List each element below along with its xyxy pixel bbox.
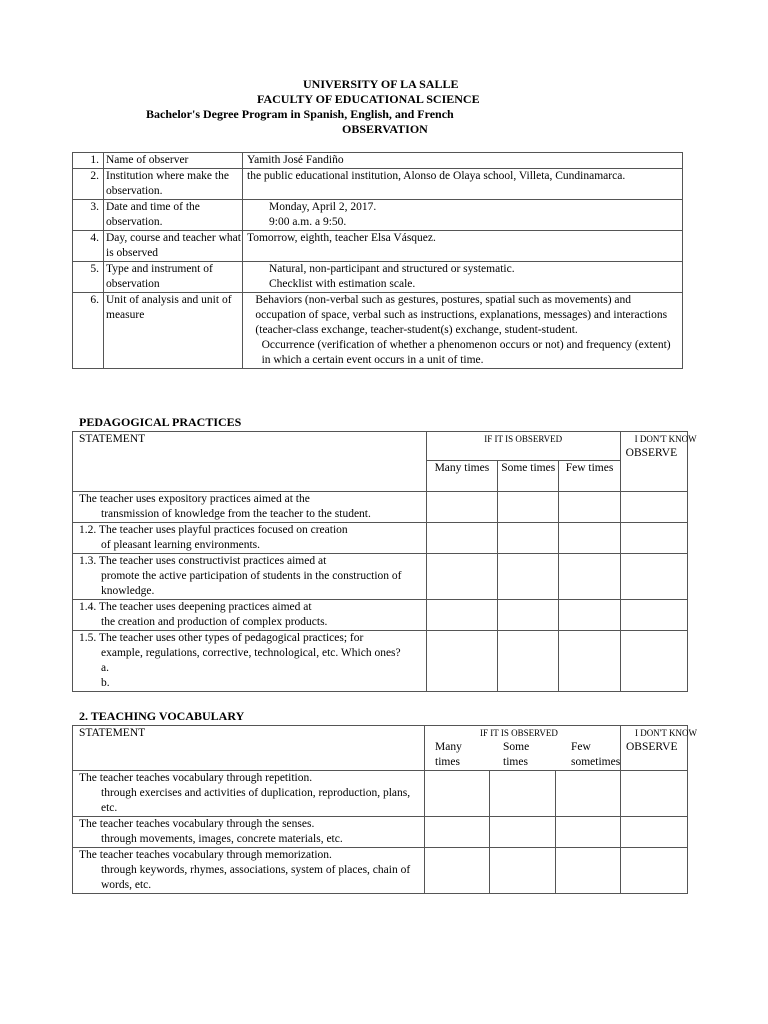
info-value-text: Behaviors (non-verbal such as gestures, postures, spatial such as movements) and occupation of space, verbal such as instructions, explanations, messages) and interactions (teacher-class exchange, teacher-student(s) exchange, student-student.	[255, 294, 668, 336]
rating-cell[interactable]	[559, 523, 620, 554]
info-value-line	[247, 262, 682, 277]
rating-cell[interactable]	[620, 600, 687, 631]
info-value	[243, 169, 683, 200]
pedagogical-practices-table	[72, 431, 697, 692]
info-value-line	[247, 215, 682, 230]
statement-text: 1.2. The teacher uses playful practices focused on creation	[79, 524, 348, 536]
info-label: Name of observer	[104, 153, 243, 169]
statement-row	[73, 492, 688, 523]
info-value	[243, 153, 683, 169]
statement-continuation: transmission of knowledge from the teacher to the student.	[101, 508, 371, 520]
rating-cell[interactable]	[490, 771, 555, 817]
rating-cell[interactable]	[498, 554, 559, 600]
rating-cell[interactable]	[620, 631, 687, 692]
rating-cell[interactable]	[490, 848, 555, 894]
statement-header-2: STATEMENT	[73, 726, 425, 771]
info-value	[243, 262, 683, 293]
col-few-times: Few times	[559, 461, 620, 492]
statement-text: 1.5. The teacher uses other types of pedagogical practices; for	[79, 632, 364, 644]
rating-cell[interactable]	[426, 600, 497, 631]
col-some-times-2: Some times	[503, 741, 530, 768]
info-row	[73, 200, 683, 231]
rating-cell[interactable]	[559, 600, 620, 631]
statement-row	[73, 523, 688, 554]
info-value-text: Monday, April 2, 2017.	[269, 201, 377, 213]
faculty-title: FACULTY OF EDUCATIONAL SCIENCE	[257, 92, 480, 106]
info-row	[73, 293, 683, 369]
university-title: UNIVERSITY OF LA SALLE	[303, 77, 459, 91]
info-label: Day, course and teacher what is observed	[104, 231, 243, 262]
program-title: Bachelor's Degree Program in Spanish, English, and French	[146, 107, 454, 121]
info-value-line	[247, 200, 682, 215]
rating-cell[interactable]	[621, 817, 688, 848]
info-label: Institution where make the observation.	[104, 169, 243, 200]
info-number: 5.	[73, 262, 104, 293]
statement-cell	[73, 771, 425, 817]
info-number: 1.	[73, 153, 104, 169]
info-value-text: Checklist with estimation scale.	[269, 278, 416, 290]
statement-cell	[73, 492, 427, 523]
col-few-times-2: Few sometimes	[571, 741, 621, 768]
rating-cell[interactable]	[621, 848, 688, 894]
col-some-times: Some times	[498, 461, 559, 492]
col-many-times-2: Many times	[435, 741, 462, 768]
dont-know-label: I DON'T KNOW	[634, 434, 697, 444]
statement-row	[73, 631, 688, 692]
info-label: Unit of analysis and unit of measure	[104, 293, 243, 369]
rating-cell[interactable]	[498, 492, 559, 523]
statement-continuation: the creation and production of complex products.	[101, 616, 328, 628]
checkbox-bullet-icon	[247, 293, 255, 338]
rating-cell[interactable]	[498, 523, 559, 554]
statement-text: 1.4. The teacher uses deepening practices aimed at	[79, 601, 312, 613]
statement-header: STATEMENT	[73, 432, 427, 492]
info-row	[73, 153, 683, 169]
info-row	[73, 262, 683, 293]
statement-continuation: promote the active participation of students in the construction of knowledge.	[101, 570, 402, 597]
checkbox-bullet-icon	[247, 338, 262, 368]
observe-label: OBSERVE	[625, 447, 678, 459]
rating-cell[interactable]	[620, 523, 687, 554]
rating-cell[interactable]	[555, 848, 620, 894]
statement-cell	[73, 631, 427, 692]
statement-row	[73, 848, 688, 894]
rating-cell[interactable]	[425, 817, 490, 848]
rating-cell[interactable]	[498, 600, 559, 631]
observed-header: IF IT IS OBSERVED	[484, 434, 563, 444]
statement-row	[73, 817, 688, 848]
info-value-line	[247, 338, 682, 368]
info-number: 2.	[73, 169, 104, 200]
statement-continuation: through movements, images, concrete materials, etc.	[101, 833, 343, 845]
statement-cell	[73, 554, 427, 600]
info-value-line: the public educational institution, Alonso de Olaya school, Villeta, Cundinamarca.	[247, 170, 626, 182]
statement-row	[73, 600, 688, 631]
info-row	[73, 169, 683, 200]
info-value-text: 9:00 a.m. a 9:50.	[269, 216, 347, 228]
rating-cell[interactable]	[425, 771, 490, 817]
info-number: 3.	[73, 200, 104, 231]
section2-title: 2. TEACHING VOCABULARY	[79, 709, 245, 723]
info-value	[243, 293, 683, 369]
info-row	[73, 231, 683, 262]
info-value-line: Tomorrow, eighth, teacher Elsa Vásquez.	[247, 232, 436, 244]
teaching-vocabulary-table	[72, 725, 697, 894]
statement-cell	[73, 600, 427, 631]
info-value-text: Occurrence (verification of whether a phenomenon occurs or not) and frequency (extent) in which a certain event occurs in a unit of time.	[261, 339, 671, 366]
statement-cell	[73, 523, 427, 554]
statement-continuation: through exercises and activities of duplication, reproduction, plans, etc.	[101, 787, 411, 814]
info-value	[243, 200, 683, 231]
checkbox-bullet-icon	[247, 277, 269, 292]
rating-cell[interactable]	[559, 554, 620, 600]
info-number: 4.	[73, 231, 104, 262]
observed-header-2: IF IT IS OBSERVED	[480, 728, 558, 738]
rating-cell[interactable]	[555, 771, 620, 817]
info-value	[243, 231, 683, 262]
rating-cell[interactable]	[620, 554, 687, 600]
rating-cell[interactable]	[426, 554, 497, 600]
statement-text: The teacher uses expository practices aimed at the	[79, 493, 310, 505]
statement-row	[73, 771, 688, 817]
info-number: 6.	[73, 293, 104, 369]
checkbox-bullet-icon	[247, 200, 269, 215]
info-value-line: Yamith José Fandiño	[247, 154, 344, 166]
rating-cell[interactable]	[559, 631, 620, 692]
statement-row	[73, 554, 688, 600]
rating-cell[interactable]	[490, 817, 555, 848]
info-value-line	[247, 277, 682, 292]
statement-text: 1.3. The teacher uses constructivist practices aimed at	[79, 555, 327, 567]
section1-title: PEDAGOGICAL PRACTICES	[79, 415, 242, 429]
rating-cell[interactable]	[498, 631, 559, 692]
rating-cell[interactable]	[426, 492, 497, 523]
statement-continuation: through keywords, rhymes, associations, system of places, chain of words, etc.	[101, 864, 411, 891]
rating-cell[interactable]	[620, 492, 687, 523]
col-many-times: Many times	[426, 461, 497, 492]
observe-label-2: OBSERVE	[626, 741, 678, 753]
info-value-line	[247, 293, 682, 338]
info-value-text: Natural, non-participant and structured or systematic.	[269, 263, 515, 275]
dont-know-label-2: I DON'T KNOW	[635, 728, 697, 738]
info-label: Date and time of the observation.	[104, 200, 243, 231]
checkbox-bullet-icon	[247, 215, 269, 230]
statement-continuation: example, regulations, corrective, technological, etc. Which ones? a. b.	[101, 647, 401, 689]
rating-cell[interactable]	[426, 523, 497, 554]
statement-cell	[73, 817, 425, 848]
observation-info-table	[72, 152, 683, 369]
rating-cell[interactable]	[426, 631, 497, 692]
info-label: Type and instrument of observation	[104, 262, 243, 293]
statement-text: The teacher teaches vocabulary through the senses.	[79, 818, 315, 830]
document-title: OBSERVATION	[342, 122, 428, 136]
checkbox-bullet-icon	[247, 262, 269, 277]
statement-continuation: of pleasant learning environments.	[101, 539, 261, 551]
rating-cell[interactable]	[559, 492, 620, 523]
rating-cell[interactable]	[621, 771, 688, 817]
statement-text: The teacher teaches vocabulary through repetition.	[79, 772, 313, 784]
rating-cell[interactable]	[555, 817, 620, 848]
statement-text: The teacher teaches vocabulary through memorization.	[79, 849, 332, 861]
rating-cell[interactable]	[425, 848, 490, 894]
statement-cell	[73, 848, 425, 894]
